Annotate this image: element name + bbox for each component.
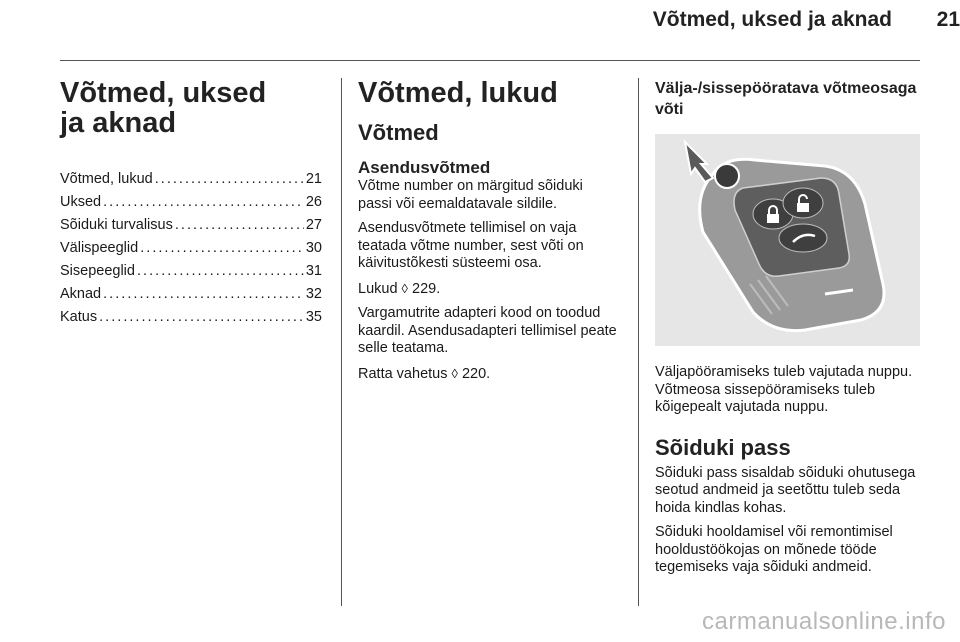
running-header-title: Võtmed, uksed ja aknad bbox=[652, 8, 892, 31]
toc-leader bbox=[155, 168, 304, 191]
topic-title: Asendusvõtmed bbox=[358, 158, 491, 177]
table-of-contents bbox=[60, 168, 322, 329]
toc-label: Katus bbox=[60, 309, 98, 325]
toc-leader bbox=[137, 260, 304, 283]
toc-leader bbox=[103, 283, 304, 306]
ref-page-link[interactable]: 220. bbox=[461, 365, 491, 382]
key-illustration bbox=[655, 134, 920, 346]
toc-entry[interactable] bbox=[60, 237, 322, 260]
topic-title: Välja-/sissepööratava võtmeosaga võti bbox=[655, 80, 917, 118]
column-foldable-key bbox=[655, 72, 923, 584]
toc-page: 31 bbox=[305, 263, 322, 279]
toc-leader bbox=[103, 191, 304, 214]
toc-page: 35 bbox=[305, 309, 322, 325]
paragraph: Sõiduki hooldamisel või remontimisel hooldustöökojas on mõnede tööde tegemiseks vaja sõiduki andmeid. bbox=[655, 524, 893, 575]
toc-entry[interactable] bbox=[60, 306, 322, 329]
paragraph: Võtme number on märgitud sõiduki passi või eemaldatavale sildile. bbox=[358, 178, 583, 212]
header-rule bbox=[60, 60, 920, 61]
paragraph: Vargamutrite adapteri kood on toodud kaardil. Asendusadapteri tellimisel peate selle teatama. bbox=[358, 305, 617, 356]
ref-page-link[interactable]: 229. bbox=[412, 280, 441, 297]
ref-text: Lukud bbox=[358, 280, 398, 297]
toc-page: 30 bbox=[305, 240, 322, 256]
toc-label: Välispeeglid bbox=[60, 240, 139, 256]
toc-entry[interactable] bbox=[60, 214, 322, 237]
column-keys-locks bbox=[358, 72, 618, 390]
toc-leader bbox=[175, 214, 304, 237]
page-number: 21 bbox=[936, 8, 960, 31]
paragraph: Väljapööramiseks tuleb vajutada nuppu. Võtmeosa sissepööramiseks tuleb kõigepealt vajutada nuppu. bbox=[655, 364, 913, 415]
toc-label: Sisepeeglid bbox=[60, 263, 135, 279]
cross-ref-icon: ◊ bbox=[401, 280, 408, 296]
section-title: Võtmed, lukud bbox=[358, 77, 558, 109]
toc-label: Aknad bbox=[60, 286, 102, 302]
toc-page: 26 bbox=[305, 194, 322, 210]
subsection-title: Võtmed bbox=[358, 120, 439, 145]
toc-label: Uksed bbox=[60, 194, 102, 210]
column-divider-1 bbox=[341, 78, 342, 606]
foldable-key-icon bbox=[655, 134, 920, 346]
column-contents bbox=[60, 72, 322, 329]
toc-entry[interactable] bbox=[60, 260, 322, 283]
paragraph: Sõiduki pass sisaldab sõiduki ohutusega seotud andmeid ja seetõttu tuleb seda hoida kindlas kohas. bbox=[655, 464, 916, 516]
column-divider-2 bbox=[638, 78, 639, 606]
toc-entry[interactable] bbox=[60, 168, 322, 191]
paragraph-with-ref bbox=[358, 280, 618, 299]
subsection-title: Sõiduki pass bbox=[655, 434, 791, 460]
ref-text: Ratta vahetus bbox=[358, 365, 448, 382]
watermark: carmanualsonline.info bbox=[702, 608, 946, 635]
paragraph: Asendusvõtmete tellimisel on vaja teatada võtme number, sest võti on käivitustõkesti süsteemi osa. bbox=[358, 220, 584, 271]
paragraph-with-ref bbox=[358, 365, 618, 384]
toc-leader bbox=[140, 237, 304, 260]
cross-ref-icon: ◊ bbox=[451, 365, 458, 381]
toc-page: 27 bbox=[305, 217, 322, 233]
toc-page: 32 bbox=[305, 286, 322, 302]
toc-leader bbox=[99, 306, 304, 329]
toc-label: Võtmed, lukud bbox=[60, 171, 153, 187]
toc-entry[interactable] bbox=[60, 283, 322, 306]
toc-page: 21 bbox=[305, 171, 322, 187]
chapter-title: Võtmed, uksed ja aknad bbox=[60, 77, 267, 139]
toc-label: Sõiduki turvalisus bbox=[60, 217, 173, 233]
toc-entry[interactable] bbox=[60, 191, 322, 214]
